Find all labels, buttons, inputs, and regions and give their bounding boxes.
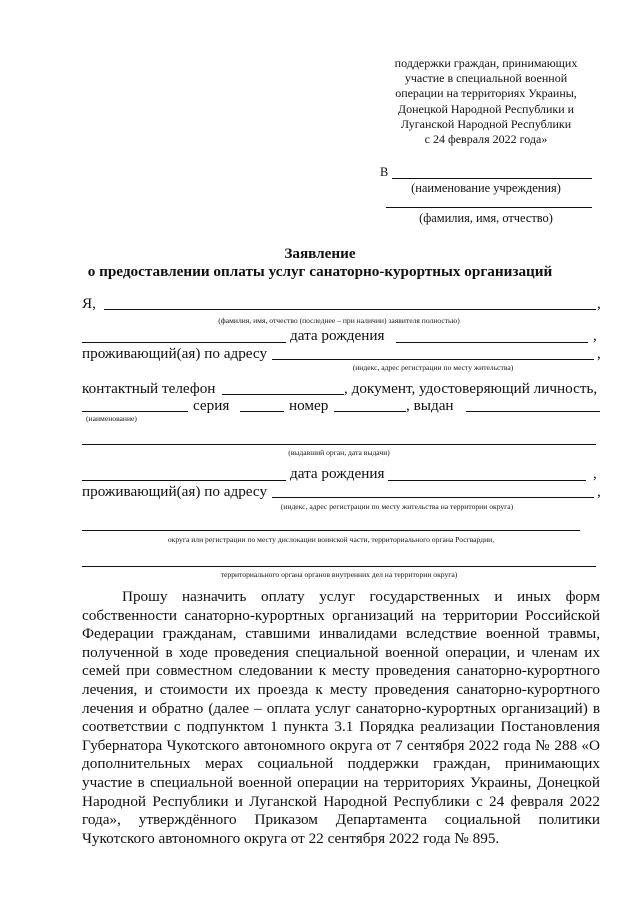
birth-date-field[interactable] xyxy=(396,342,588,343)
number-field[interactable] xyxy=(334,411,406,412)
issued-label: , выдан xyxy=(406,397,454,414)
document-name-field[interactable] xyxy=(82,411,188,412)
request-paragraph xyxy=(82,588,600,848)
comma: , xyxy=(593,465,597,482)
applicant-name-field[interactable] xyxy=(104,309,596,310)
issued-field[interactable] xyxy=(466,411,600,412)
document-subtitle: о предоставлении оплаты услуг санаторно-курортных организаций xyxy=(87,263,553,280)
header-line-2: участие в специальной военной xyxy=(404,71,568,86)
address-caption: (индекс, адрес регистрации по месту жительства) xyxy=(352,363,514,372)
applicant-caption: (фамилия, имя, отчество (последнее – при наличии) заявителя полностью) xyxy=(218,316,460,325)
series-label: серия xyxy=(193,397,230,414)
birth-date-label: дата рождения xyxy=(290,327,385,344)
to-prefix: В xyxy=(380,165,389,179)
unit-registration-caption: округа или регистрации по месту дислокации воинской части, территориального органа Росгвардии, xyxy=(167,535,495,544)
institution-field[interactable] xyxy=(392,178,592,179)
phone-label: контактный телефон xyxy=(82,380,216,397)
comma: , xyxy=(597,483,601,500)
comma: , xyxy=(597,345,601,362)
document-name-caption: (наименование) xyxy=(86,414,137,423)
internal-affairs-caption: территориального органа органов внутренних дел на территории округа) xyxy=(220,570,458,579)
header-line-4: Донецкой Народной Республики и xyxy=(397,101,575,116)
address-field-2[interactable] xyxy=(272,497,594,498)
birth-date-field-2[interactable] xyxy=(388,480,586,481)
document-label: , документ, удостоверяющий личность, xyxy=(344,380,598,397)
document-title: Заявление xyxy=(284,245,356,262)
unit-registration-field[interactable] xyxy=(82,530,580,531)
issuer-caption: (выдавший орган, дата выдачи) xyxy=(288,448,390,457)
request-text: Прошу назначить оплату услуг государственных и иных форм собственности санаторно-курортных организаций на территории Российской Федерации гражданам, ставшими инвалидами вследствие военной травмы, полученной в ходе проведения специальной военной операции, и членам их семей при совместном следовании к месту проведения санаторно-курортного лечения, и стоимости их проезда к месту проведения санаторно-курортного лечения и обратно (далее – оплата услуг санаторно-курортных организаций) в соответствии с подпунктом 1 пункта 3.1 Порядка реализации Постановления Губернатора Чукотского автономного округа от 7 сентября 2022 года № 288 «О дополнительных мерах социальной поддержки граждан, принимающих участие в специальной военной операции на территориях Украины, Донецкой Народной Республики и Луганской Народной Республики с 24 февраля 2022 года», утверждённого Приказом Департамента социальной политики Чукотского автономного округа от 22 сентября 2022 года № 895. xyxy=(82,588,600,847)
address-label: проживающий(ая) по адресу xyxy=(82,345,268,362)
header-line-5: Луганской Народной Республики xyxy=(400,116,572,131)
address-label-2: проживающий(ая) по адресу xyxy=(82,483,268,500)
header-block xyxy=(380,56,592,147)
family-member-name-field[interactable] xyxy=(82,480,286,481)
institution-caption: (наименование учреждения) xyxy=(411,181,561,195)
birth-date-label-2: дата рождения xyxy=(290,465,385,482)
address-caption-2: (индекс, адрес регистрации по месту жительства на территории округа) xyxy=(280,502,514,511)
header-line-6: с 24 февраля 2022 года» xyxy=(424,132,548,147)
series-field[interactable] xyxy=(240,411,284,412)
applicant-name-continued-field[interactable] xyxy=(82,342,286,343)
header-line-1: поддержки граждан, принимающих xyxy=(394,56,578,70)
address-field[interactable] xyxy=(272,359,594,360)
internal-affairs-field[interactable] xyxy=(82,566,596,567)
header-line-3: операции на территориях Украины, xyxy=(395,86,577,101)
issuer-field[interactable] xyxy=(82,444,596,445)
phone-field[interactable] xyxy=(222,394,344,395)
comma: , xyxy=(597,295,601,312)
comma: , xyxy=(593,327,597,344)
fio-caption: (фамилия, имя, отчество) xyxy=(419,211,553,225)
number-label: номер xyxy=(289,397,329,414)
fio-field[interactable] xyxy=(386,207,592,208)
i-label: Я, xyxy=(82,295,96,312)
